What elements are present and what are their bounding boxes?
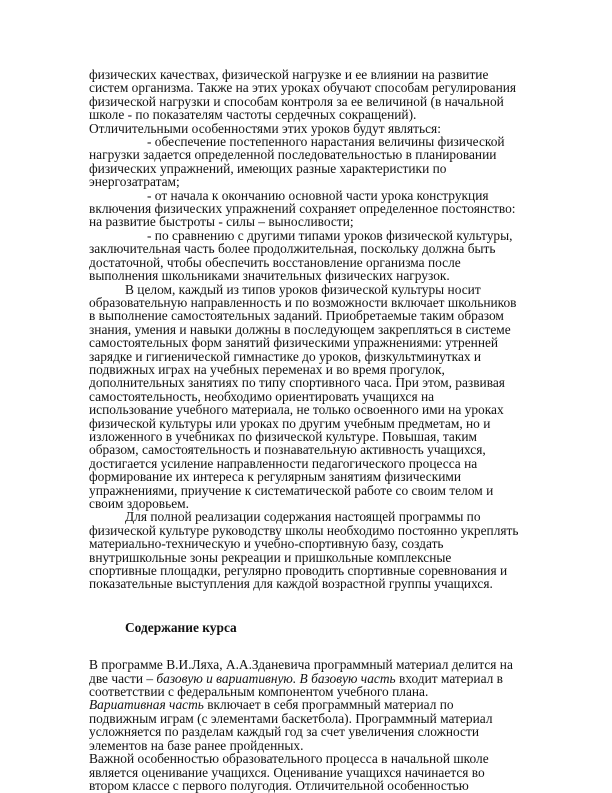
paragraph-intro: физических качествах, физической нагрузке и ее влиянии на развитие систем организма. Также на этих уроках обучают способам регулирования физической нагрузки и способам контроля за ее величиной (в начальной школе - по показателям частоты сердечных сокращений). Отличительными особенностями этих уроков будут являться: bbox=[89, 67, 517, 136]
section-heading: Содержание курса bbox=[125, 619, 237, 635]
list-item-final-part: - по сравнению с другими типами уроков физической культуры, заключительная часть более продолжительная, поскольку должна быть достаточной, чтобы обеспечить восстановление организма после выполнения школьниками значительных физических нагрузок. bbox=[89, 227, 513, 284]
paragraph-variative bbox=[89, 698, 519, 752]
text-variative-part: Вариативная часть bbox=[89, 697, 204, 713]
paragraph-program-parts bbox=[89, 658, 519, 698]
text-base-variative: базовую и вариативную. В базовую часть bbox=[156, 670, 396, 686]
paragraph-overall: В целом, каждый из типов уроков физической культуры носит образовательную направленность и по возможности включает школьников в выполнение самостоятельных заданий. Приобретаемые таким образом знания, умения и навыки должны в последующем закрепляться в системе самостоятельных форм занятий физическими упражнениями: утренней зарядке и гигиенической гимнастике до уроков, физкультминутках и подвижных играх на учебных переменах и во время прогулок, дополнительных занятиях по типу спортивного часа. При этом, развивая самостоятельность, необходимо ориентировать учащихся на использование учебного материала, не только освоенного ими на уроках физической культуры или уроках по другим учебным предметам, но и изложенного в учебниках по физической культуре. Повышая, таким образом, самостоятельность и познавательную активность учащихся, достигается усиление направленности педагогического процесса на формирование их интереса к регулярным занятиям физическими упражнениями, приучение к систематической работе со своим телом и своим здоровьем. bbox=[89, 281, 517, 511]
document-page bbox=[89, 68, 519, 792]
list-item-load-increase: - обеспечение постепенного нарастания величины физической нагрузки задается определенной последовательностью в планировании физических упражнений, имеющих разные характеристики по энергозатратам; bbox=[89, 134, 505, 190]
paragraph-assessment: Важной особенностью образовательного процесса в начальной школе является оценивание учащихся. Оценивание учащихся начинается во втором классе с первого полугодия. Отличительной особенностью bbox=[89, 751, 489, 793]
text-federal-component: входит материал в соответствии с федеральным компонентом учебного плана. bbox=[89, 670, 503, 700]
paragraph-implementation: Для полной реализации содержания настоящей программы по физической культуре руководству школы необходимо постоянно укреплять материально-техническую и учебно-спортивную базу, создать внутришкольные зоны рекреации и пришкольные комплексные спортивные площадки, регулярно проводить спортивные соревнования и показательные выступления для каждой возрастной группы учащихся. bbox=[89, 509, 519, 592]
list-item-exercise-order: - от начала к окончанию основной части урока конструкция включения физических упражнений сохраняет определенное постоянство: на развитие быстроты - силы – выносливости; bbox=[89, 187, 516, 230]
text-variative-desc: включает в себя программный материал по подвижным играм (с элементами баскетбола). Программный материал усложняется по разделам каждый год за счет увеличения сложности элементов на базе ранее пройденных. bbox=[89, 697, 493, 753]
text-program-intro: В программе В.И.Ляха, А.А.Зданевича программный материал делится на две части – bbox=[89, 657, 513, 686]
